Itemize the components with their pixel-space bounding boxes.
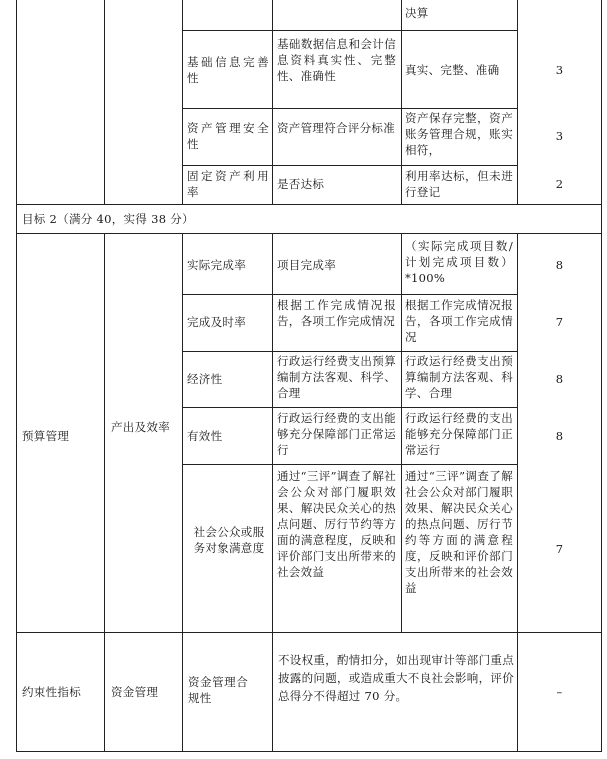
score-cell: 7: [555, 542, 564, 556]
indicator-cell: 资产管理安全性: [187, 121, 269, 151]
standard-cell: 根据工作完成情况报告，各项工作完成情况: [277, 298, 396, 328]
indicator-cell: 资金管理合规性: [188, 675, 248, 705]
v-line: [272, 0, 273, 204]
score-cell: 8: [555, 258, 564, 272]
score-cell: 3: [555, 63, 564, 77]
score-cell: 2: [555, 177, 564, 191]
v-line: [16, 0, 17, 752]
scoring-cell: 利用率达标，但未进行登记: [405, 169, 513, 199]
h-line: [182, 30, 518, 31]
scoring-cell: 决算: [405, 6, 429, 20]
scoring-cell: 根据工作完成情况报告，各项工作完成情况: [405, 298, 513, 344]
h-line: [182, 351, 518, 352]
v-line: [272, 233, 273, 752]
level1-label: 预算管理: [22, 429, 70, 443]
scoring-cell: 行政运行经费的支出能够充分保障部门正常运行: [405, 411, 513, 457]
standard-cell: 资产管理符合评分标准: [277, 121, 395, 135]
h-line: [182, 108, 518, 109]
description-cell: 不设权重，酌情扣分，如出现审计等部门重点披露的问题，或造成重大不良社会影响，评价总得分不得超过 70 分。: [278, 653, 514, 703]
indicator-cell: 社会公众或服务对象满意度: [193, 525, 265, 555]
v-line: [401, 233, 402, 632]
standard-cell: 是否达标: [277, 177, 325, 191]
evaluation-table: [16, 0, 602, 752]
h-line: [182, 165, 518, 166]
v-line: [601, 0, 602, 752]
v-line: [182, 233, 183, 752]
scoring-cell: 通过“三评”调查了解社会公众对部门履职效果、解决民众关心的热点问题、厉行节约等方面的满意程度，反映和评价部门支出所带来的社会效益: [405, 469, 513, 595]
indicator-cell: 完成及时率: [187, 315, 246, 329]
score-cell: 7: [555, 315, 564, 329]
score-cell: 8: [555, 372, 564, 386]
indicator-cell: 基础信息完善性: [187, 55, 269, 85]
indicator-cell: 固定资产利用率: [187, 169, 269, 199]
level2-label: 资金管理: [111, 685, 159, 699]
h-line: [16, 204, 602, 205]
level1-label: 约束性指标: [22, 685, 81, 699]
h-line: [182, 407, 518, 408]
scoring-cell: 资产保存完整，资产账务管理合规，账实相符，: [405, 111, 513, 157]
scoring-cell: 行政运行经费支出预算编制方法客观、科学、合理: [405, 354, 513, 400]
section-header: 目标 2（满分 40，实得 38 分）: [22, 212, 194, 226]
h-line: [182, 294, 518, 295]
standard-cell: 基础数据信息和会计信息资料真实性、完整性、准确性: [277, 37, 396, 83]
v-line: [104, 0, 105, 204]
score-cell: 3: [555, 129, 564, 143]
indicator-cell: 经济性: [187, 372, 223, 386]
h-line: [182, 464, 518, 465]
score-cell: 8: [555, 429, 564, 443]
scoring-cell: 真实、完整、准确: [405, 63, 500, 77]
v-line: [182, 0, 183, 204]
v-line: [517, 0, 518, 204]
standard-cell: 通过“三评”调查了解社会公众对部门履职效果、解决民众关心的热点问题、厉行节约等方面的满意程度，反映和评价部门支出所带来的社会效益: [277, 469, 396, 579]
indicator-cell: 有效性: [187, 429, 223, 443]
score-cell: –: [556, 685, 563, 699]
v-line: [104, 233, 105, 752]
standard-cell: 项目完成率: [277, 258, 336, 272]
scoring-cell: （实际完成项目数/计划完成项目数）*100%: [405, 239, 513, 285]
indicator-cell: 实际完成率: [187, 258, 246, 272]
standard-cell: 行政运行经费支出预算编制方法客观、科学、合理: [277, 354, 396, 400]
v-line: [517, 233, 518, 752]
level2-label: 产出及效率: [111, 420, 170, 434]
v-line: [401, 0, 402, 204]
standard-cell: 行政运行经费的支出能够充分保障部门正常运行: [277, 411, 396, 457]
